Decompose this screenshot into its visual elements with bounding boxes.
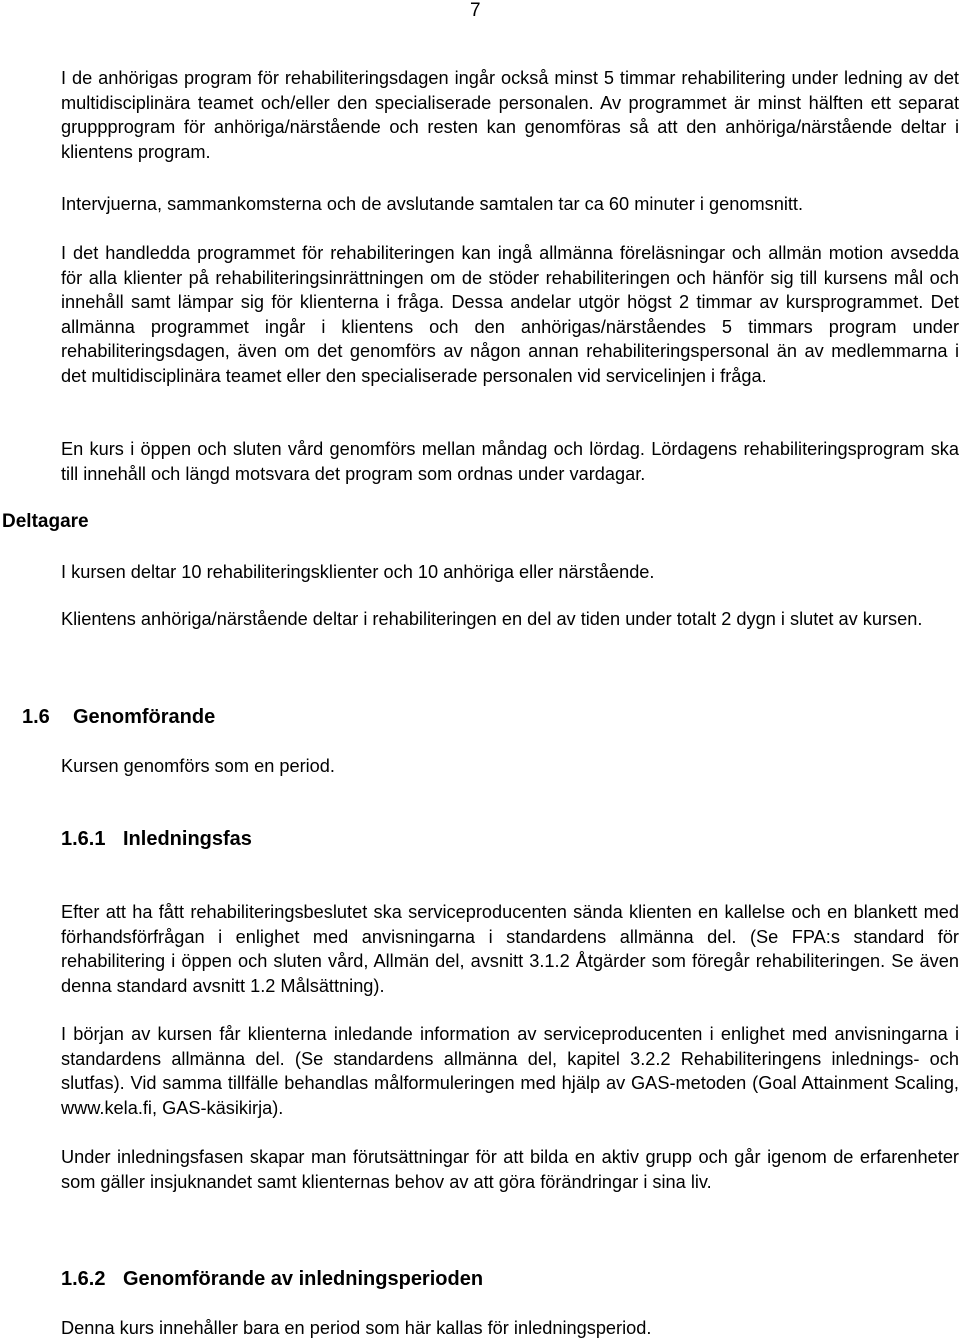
section-heading-1-6-1	[61, 827, 252, 851]
paragraph-initial-phase: Under inledningsfasen skapar man förutsättningar för att bilda en aktiv grupp och går igenom de erfarenheter som gäller insjuknandet samt klienternas behov av att göra förändringar i sina liv.	[61, 1147, 959, 1192]
paragraph-interview-duration: Intervjuerna, sammankomsterna och de avslutande samtalen tar ca 60 minuter i genomsnitt.	[61, 194, 804, 214]
section-title: Genomförande av inledningsperioden	[123, 1268, 484, 1290]
paragraph-initial-information: I början av kursen får klienterna inledande information av serviceproducenten i enlighet med anvisningarna i standardens allmänna del. (Se standardens allmänna del, kapitel 3.2.2 Rehabiliteringens inlednings- och slutfas). Vid samma tillfälle behandlas målformuleringen med hjälp av GAS-metoden (Goal Attainment Scaling, www.kela.fi, GAS-käsikirja).	[61, 1024, 959, 1118]
section-number: 1.6	[22, 706, 50, 728]
section-heading-1-6-2	[61, 1267, 483, 1291]
paragraph-course-days: En kurs i öppen och sluten vård genomförs mellan måndag och lördag. Lördagens rehabiliteringsprogram ska till innehåll och längd motsvara det program som ordnas under vardagar.	[61, 439, 959, 484]
paragraph-relatives-participation: Klientens anhöriga/närstående deltar i rehabiliteringen en del av tiden under totalt 2 dygn i slutet av kursen.	[61, 609, 923, 629]
paragraph-supervised-program: I det handledda programmet för rehabiliteringen kan ingå allmänna föreläsningar och allmän motion avsedda för alla klienter på rehabiliteringsinrättningen om de stöder rehabiliteringen och hänför sig till kursens mål och innehåll samt lämpar sig för klienterna i fråga. Dessa andelar utgör högst 2 timmar av kursprogrammet. Det allmänna programmet ingår i klientens och den anhörigas/närståendes 5 timmars program under rehabiliteringsdagen, även om det genomförs av någon annan rehabiliteringspersonal än av medlemmarna i det multidisciplinära teamet eller den specialiserade personalen vid servicelinjen i fråga.	[61, 243, 959, 386]
page-number: 7	[470, 0, 481, 21]
participants-side-heading: Deltagare	[2, 511, 89, 532]
section-title: Inledningsfas	[123, 828, 252, 850]
paragraph-one-period: Denna kurs innehåller bara en period som här kallas för inledningsperiod.	[61, 1318, 652, 1338]
section-number: 1.6.2	[61, 1268, 106, 1290]
paragraph-participant-count: I kursen deltar 10 rehabiliteringsklienter och 10 anhöriga eller närstående.	[61, 562, 655, 582]
paragraph-single-period: Kursen genomförs som en period.	[61, 756, 335, 776]
section-number: 1.6.1	[61, 828, 106, 850]
section-title: Genomförande	[73, 706, 216, 728]
section-heading-1-6	[22, 705, 215, 729]
paragraph-invitation: Efter att ha fått rehabiliteringsbeslutet ska serviceproducenten sända klienten en kallelse och en blankett med förhandsförfrågan i enlighet med anvisningarna i standardens allmänna del. (Se FPA:s standard för rehabilitering i öppen och sluten vård, Allmän del, avsnitt 3.1.2 Åtgärder som föregår rehabiliteringen. Se även denna standard avsnitt 1.2 Målsättning).	[61, 902, 959, 996]
paragraph-relatives-program: I de anhörigas program för rehabiliteringsdagen ingår också minst 5 timmar rehabilitering under ledning av det multidisciplinära teamet och/eller den specialiserade personalen. Av programmet är minst hälften ett separat gruppprogram för anhöriga/närstående och resten kan genomföras så att den anhöriga/närstående deltar i klientens program.	[61, 68, 959, 162]
